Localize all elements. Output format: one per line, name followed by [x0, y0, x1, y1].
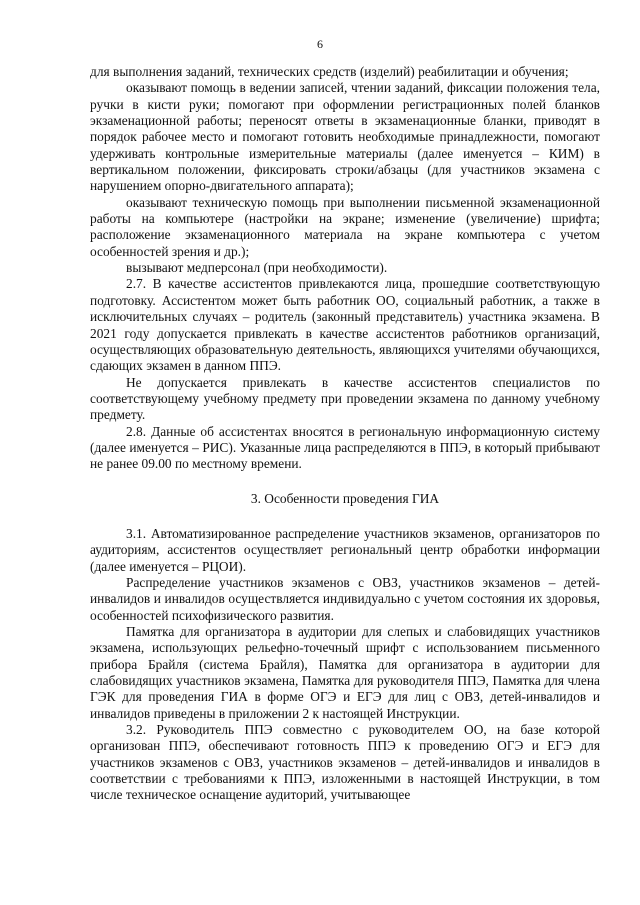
section-3-text	[90, 526, 600, 804]
document-body	[90, 64, 600, 804]
paragraph: Памятка для организатора в аудитории для слепых и слабовидящих участников экзамена, использующих рельефно-точечный шрифт с использованием письменного прибора Брайля (система Брайля), Памятка для организатора в аудитории для слабовидящих участников экзамена, Памятка для руководителя ППЭ, Памятка для члена ГЭК для проведения ГИА в форме ОГЭ и ЕГЭ для лиц с ОВЗ, детей-инвалидов и инвалидов приведены в приложении 2 к настоящей Инструкции.	[90, 624, 600, 721]
paragraph: Не допускается привлекать в качестве ассистентов специалистов по соответствующему учебному предмету при проведении экзамена по данному учебному предмету.	[90, 374, 600, 423]
section-2-text	[90, 64, 600, 473]
page-number: 6	[317, 37, 323, 51]
paragraph: оказывают техническую помощь при выполнении письменной экзаменационной работы на компьютере (настройки на экране; изменение (увеличение) шрифта; расположение экзаменационного материала на экране компьютера с учетом особенностей зрения и др.);	[90, 194, 600, 259]
paragraph: 2.7. В качестве ассистентов привлекаются лица, прошедшие соответствующую подготовку. Ассистентом может быть работник ОО, социальный работник, а также в исключительных случаях – родитель (законный представитель) участника экзамена. В 2021 году допускается привлекать в качестве ассистентов работников организаций, осуществляющих образовательную деятельность, являющихся учителями обучающихся, сдающих экзамен в данном ППЭ.	[90, 276, 600, 374]
paragraph: вызывают медперсонал (при необходимости).	[126, 260, 388, 276]
paragraph: Распределение участников экзаменов с ОВЗ, участников экзаменов – детей-инвалидов и инвалидов осуществляется индивидуально с учетом состояния их здоровья, особенностей психофизического развития.	[90, 574, 600, 623]
section-title: 3. Особенности проведения ГИА	[250, 490, 440, 506]
paragraph: оказывают помощь в ведении записей, чтении заданий, фиксации положения тела, ручки в кисти руки; помогают при оформлении регистрационных полей бланков экзаменационной работы; переносят ответы в экзаменационные бланки, приводят в порядок рабочее место и помогают готовить необходимые принадлежности, помогают удерживать контрольные измерительные материалы (далее именуется – КИМ) в вертикальном положении, фиксировать строки/абзацы (для участников экзамена с нарушением опорно-двигательного аппарата);	[90, 80, 600, 194]
paragraph: 2.8. Данные об ассистентах вносятся в региональную информационную систему (далее именуется – РИС). Указанные лица распределяются в ППЭ, в который прибывают не ранее 09.00 по местному времени.	[90, 423, 600, 472]
paragraph: 3.2. Руководитель ППЭ совместно с руководителем ОО, на базе которой организован ППЭ, обеспечивают готовность ППЭ к проведению ОГЭ и ЕГЭ для участников экзаменов с ОВЗ, участников экзаменов – детей-инвалидов и инвалидов в соответствии с требованиями к ППЭ, изложенными в настоящей Инструкции, в том числе техническое оснащение аудиторий, учитывающее	[90, 722, 600, 803]
paragraph: 3.1. Автоматизированное распределение участников экзаменов, организаторов по аудиториям, ассистентов осуществляет региональный центр обработки информации (далее именуется – РЦОИ).	[90, 525, 600, 574]
paragraph: для выполнения заданий, технических средств (изделий) реабилитации и обучения;	[90, 64, 569, 79]
